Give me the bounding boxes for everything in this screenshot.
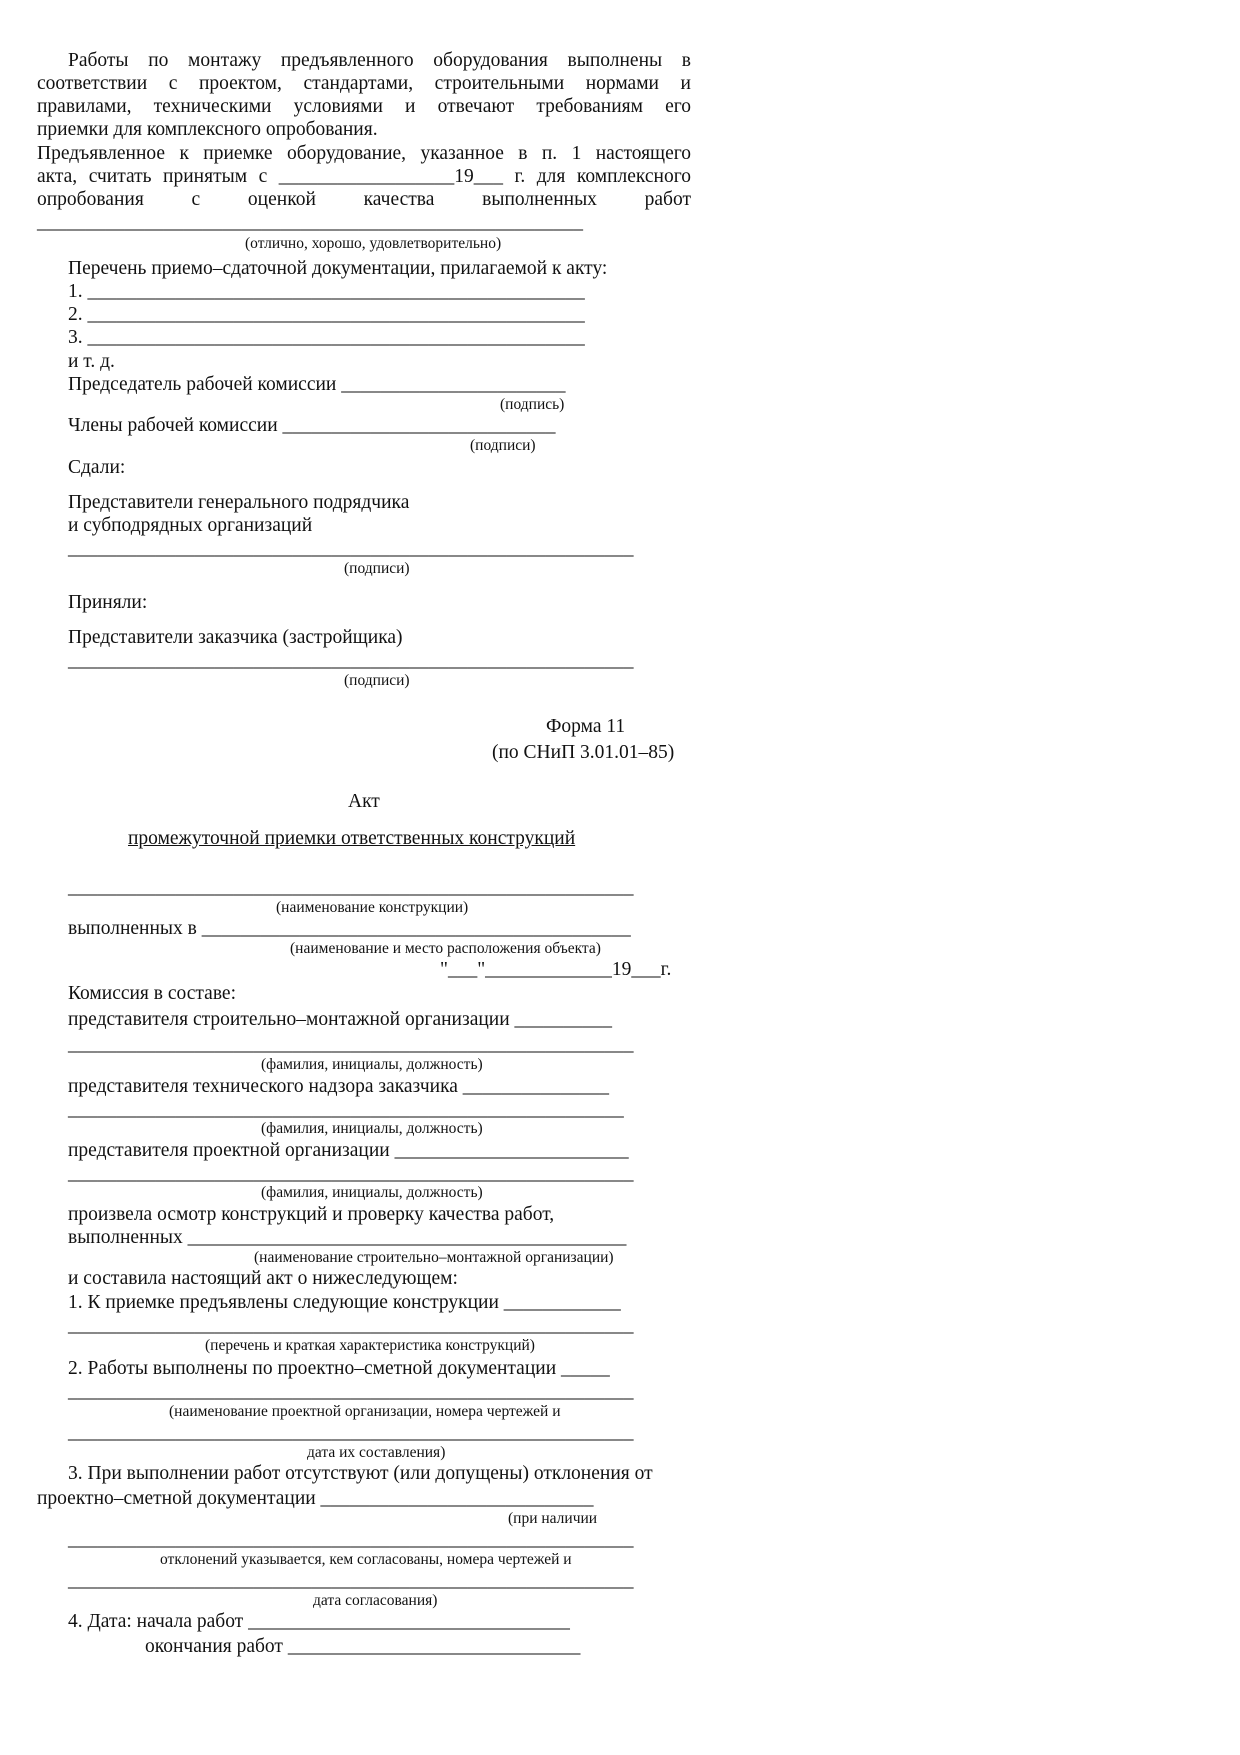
form-label: Форма 11 [546, 716, 626, 737]
act-title: Акт [348, 791, 380, 812]
performed-in-line: выполненных в ____________________________________________ [68, 918, 631, 939]
field-caption: (при наличии [508, 1510, 598, 1527]
blank-line: __________________________________________________________ [68, 1034, 634, 1055]
commission-label: Комиссия в составе: [68, 983, 236, 1004]
item-4-start-line: 4. Дата: начала работ _________________________________ [68, 1611, 570, 1632]
contractor-line: Представители генерального подрядчика [68, 492, 410, 513]
act-subtitle: промежуточной приемки ответственных конструкций [128, 828, 576, 849]
performed-by-line: выполненных _____________________________________________ [68, 1227, 627, 1248]
docs-list-item: 3. ___________________________________________________ [68, 327, 585, 348]
paragraph-line: опробования с оценкой качества выполненных работ [37, 189, 691, 210]
field-caption: (фамилия, инициалы, должность) [261, 1056, 483, 1073]
blank-line: __________________________________________________________ [68, 1381, 634, 1402]
compiled-line: и составила настоящий акт о нижеследующем: [68, 1268, 458, 1289]
rep-construction-line: представителя строительно–монтажной организации __________ [68, 1009, 613, 1030]
field-caption: (наименование проектной организации, номера чертежей и [169, 1403, 561, 1420]
field-caption: отклонений указывается, кем согласованы, номера чертежей и [160, 1551, 572, 1568]
contractor-line: и субподрядных организаций [68, 515, 313, 536]
blank-line: __________________________________________________________ [68, 1315, 634, 1336]
docs-list-item: 1. ___________________________________________________ [68, 281, 585, 302]
paragraph-line: акта, считать принятым с __________________19___ г. для комплексного [37, 166, 691, 187]
customer-caption: (подписи) [344, 672, 410, 689]
handed-over-label: Сдали: [68, 457, 126, 478]
blank-line: __________________________________________________________ [68, 1163, 634, 1184]
rep-design-line: представителя проектной организации ________________________ [68, 1140, 629, 1161]
blank-line: __________________________________________________________ [68, 1422, 634, 1443]
members-caption: (подписи) [470, 437, 536, 454]
org-caption: (наименование строительно–монтажной организации) [254, 1249, 614, 1266]
field-caption: дата согласования) [313, 1592, 438, 1609]
customer-line: Представители заказчика (застройщика) [68, 627, 403, 648]
snip-reference: (по СНиП 3.01.01–85) [492, 742, 675, 763]
chairman-line: Председатель рабочей комиссии _______________________ [68, 374, 566, 395]
quality-caption: (отлично, хорошо, удовлетворительно) [245, 235, 502, 252]
etc-text: и т. д. [68, 351, 115, 372]
blank-line: _________________________________________________________ [68, 1099, 624, 1120]
paragraph-line: Предъявленное к приемке оборудование, указанное в п. 1 настоящего [37, 143, 691, 164]
paragraph-line: Работы по монтажу предъявленного оборудования выполнены в [68, 50, 691, 71]
construction-caption: (наименование конструкции) [276, 899, 469, 916]
item-3-line: 3. При выполнении работ отсутствуют (или допущены) отклонения от [68, 1463, 653, 1484]
item-2-line: 2. Работы выполнены по проектно–сметной документации _____ [68, 1358, 610, 1379]
rep-supervision-line: представителя технического надзора заказчика _______________ [68, 1076, 610, 1097]
item-3-line: проектно–сметной документации ____________________________ [37, 1488, 594, 1509]
item-4-end-line: окончания работ ______________________________ [145, 1636, 581, 1657]
blank-line: __________________________________________________________ [68, 1529, 634, 1550]
item-1-line: 1. К приемке предъявлены следующие конструкции ____________ [68, 1292, 621, 1313]
contractor-caption: (подписи) [344, 560, 410, 577]
field-caption: дата их составления) [307, 1444, 446, 1461]
contractor-blank: __________________________________________________________ [68, 538, 634, 559]
field-caption: (перечень и краткая характеристика конструкций) [205, 1337, 535, 1354]
paragraph-line: приемки для комплексного опробования. [37, 119, 378, 140]
field-caption: (фамилия, инициалы, должность) [261, 1184, 483, 1201]
quality-blank: ________________________________________________________ [37, 212, 583, 233]
customer-blank: __________________________________________________________ [68, 650, 634, 671]
accepted-label: Приняли: [68, 592, 148, 613]
paragraph-line: соответствии с проектом, стандартами, строительными нормами и [37, 73, 691, 94]
construction-blank: __________________________________________________________ [68, 877, 634, 898]
chairman-caption: (подпись) [500, 396, 565, 413]
paragraph-line: правилами, техническими условиями и отвечают требованиям его [37, 96, 691, 117]
members-line: Члены рабочей комиссии ____________________________ [68, 415, 556, 436]
object-caption: (наименование и место расположения объекта) [290, 940, 601, 957]
blank-line: __________________________________________________________ [68, 1570, 634, 1591]
docs-list-item: 2. ___________________________________________________ [68, 304, 585, 325]
date-line: "___"_____________19___г. [440, 959, 672, 980]
inspection-line: произвела осмотр конструкций и проверку качества работ, [68, 1204, 555, 1225]
field-caption: (фамилия, инициалы, должность) [261, 1120, 483, 1137]
docs-list-title: Перечень приемо–сдаточной документации, прилагаемой к акту: [68, 258, 608, 279]
